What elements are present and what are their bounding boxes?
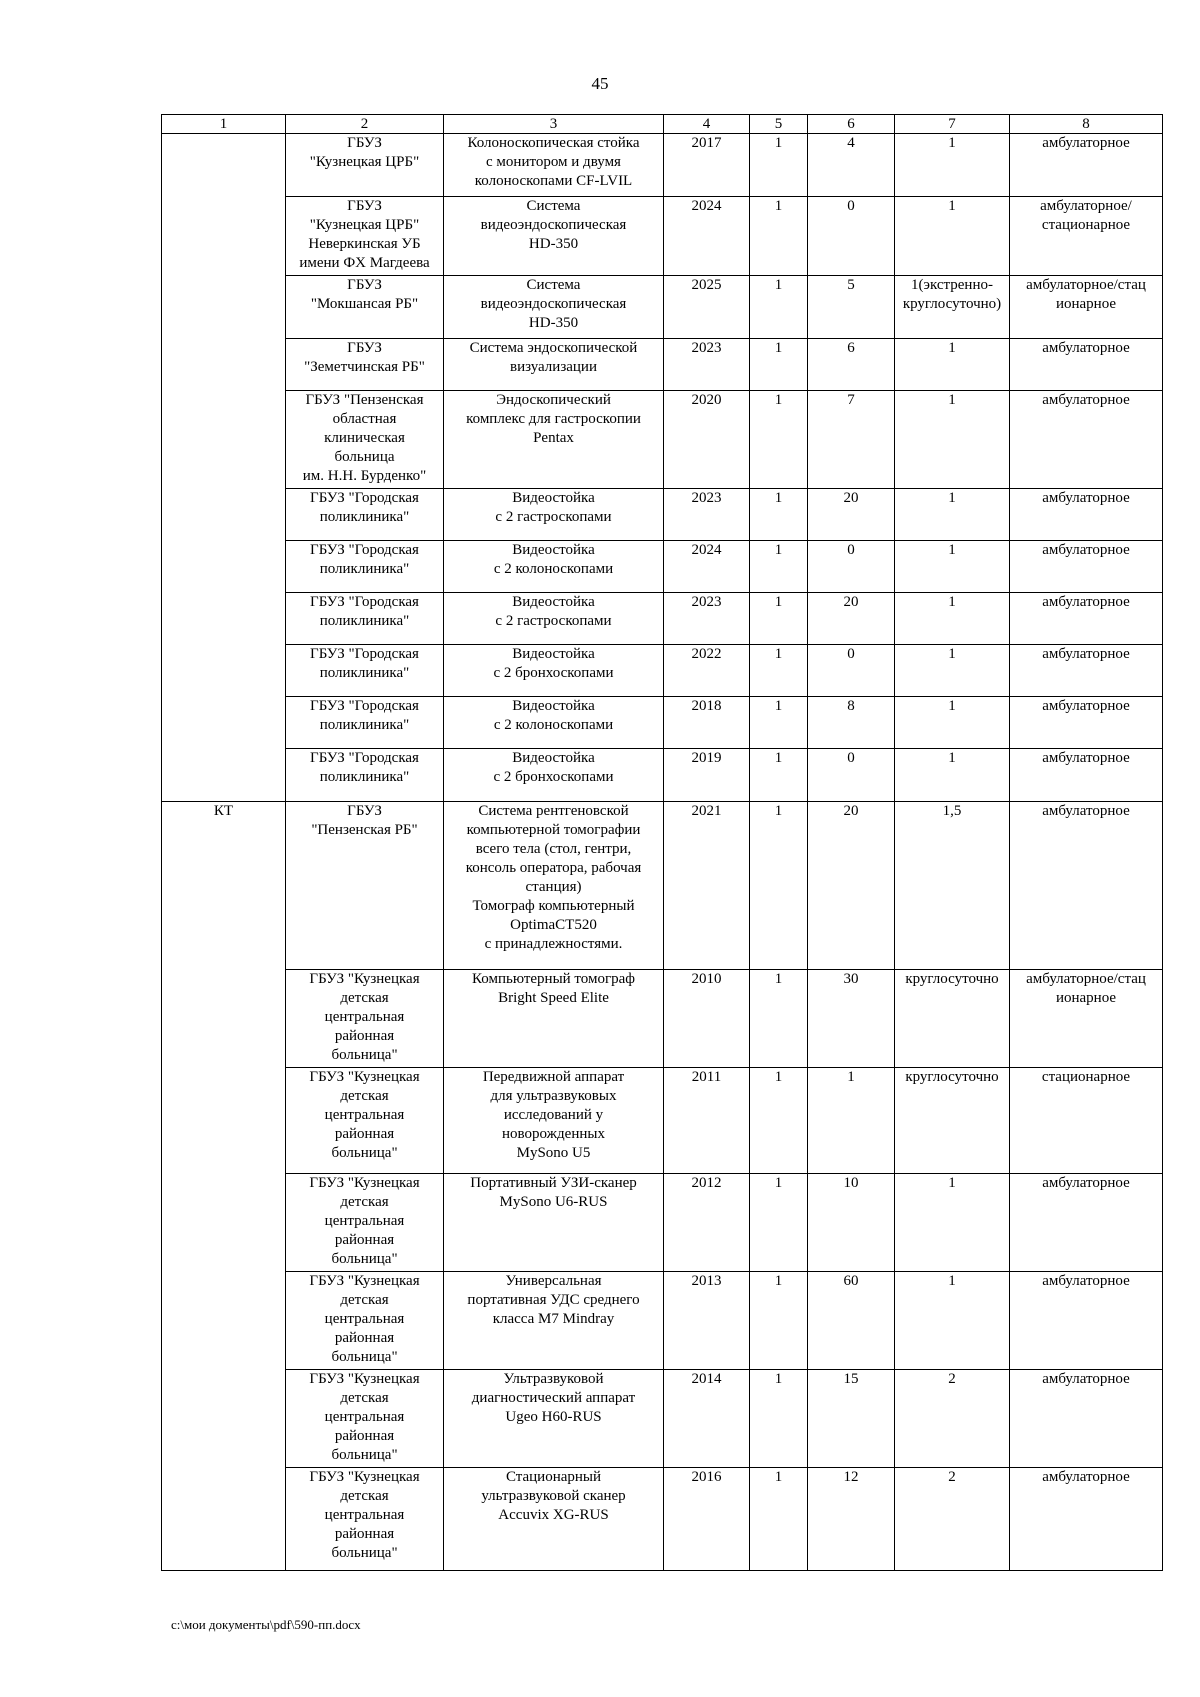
column-header: 5 xyxy=(750,115,808,134)
col7-cell: 1 xyxy=(895,339,1010,391)
col7-cell: 1 xyxy=(895,489,1010,541)
organization-cell: ГБУЗ "Кузнецкая детская центральная районная больница" xyxy=(286,1370,444,1468)
table-row xyxy=(162,339,1163,391)
col6-cell: 0 xyxy=(808,645,895,697)
equipment-cell: Колоноскопическая стойка с монитором и двумя колоноскопами CF-LVIL xyxy=(444,134,664,197)
organization-cell: ГБУЗ "Кузнецкая детская центральная районная больница" xyxy=(286,1068,444,1174)
col6-cell: 0 xyxy=(808,197,895,276)
col8-cell: амбулаторное xyxy=(1010,1468,1163,1571)
year-cell: 2023 xyxy=(664,489,750,541)
col5-cell: 1 xyxy=(750,276,808,339)
col7-cell: 1 xyxy=(895,749,1010,802)
page-number: 45 xyxy=(591,74,609,93)
col8-cell: амбулаторное/ стационарное xyxy=(1010,197,1163,276)
col6-cell: 10 xyxy=(808,1174,895,1272)
table-row xyxy=(162,489,1163,541)
col6-cell: 30 xyxy=(808,970,895,1068)
col7-cell: круглосуточно xyxy=(895,970,1010,1068)
year-cell: 2019 xyxy=(664,749,750,802)
col5-cell: 1 xyxy=(750,1068,808,1174)
equipment-cell: Стационарный ультразвуковой сканер Accuvix XG-RUS xyxy=(444,1468,664,1571)
col6-cell: 20 xyxy=(808,593,895,645)
table-row xyxy=(162,593,1163,645)
year-cell: 2024 xyxy=(664,197,750,276)
table-header-row xyxy=(162,115,1163,134)
organization-cell: ГБУЗ "Городская поликлиника" xyxy=(286,489,444,541)
year-cell: 2010 xyxy=(664,970,750,1068)
col5-cell: 1 xyxy=(750,391,808,489)
equipment-cell: Видеостойка с 2 бронхоскопами xyxy=(444,645,664,697)
col5-cell: 1 xyxy=(750,802,808,970)
table-row xyxy=(162,1272,1163,1370)
col8-cell: амбулаторное xyxy=(1010,645,1163,697)
organization-cell: ГБУЗ "Земетчинская РБ" xyxy=(286,339,444,391)
year-cell: 2017 xyxy=(664,134,750,197)
col6-cell: 12 xyxy=(808,1468,895,1571)
organization-cell: ГБУЗ "Кузнецкая детская центральная районная больница" xyxy=(286,1468,444,1571)
table-row xyxy=(162,541,1163,593)
column-header: 8 xyxy=(1010,115,1163,134)
year-cell: 2013 xyxy=(664,1272,750,1370)
equipment-cell: Ультразвуковой диагностический аппарат Ugeo H60-RUS xyxy=(444,1370,664,1468)
col7-cell: 1 xyxy=(895,541,1010,593)
equipment-cell: Видеостойка с 2 колоноскопами xyxy=(444,697,664,749)
column-header: 6 xyxy=(808,115,895,134)
col6-cell: 6 xyxy=(808,339,895,391)
col8-cell: амбулаторное xyxy=(1010,1370,1163,1468)
year-cell: 2011 xyxy=(664,1068,750,1174)
organization-cell: ГБУЗ "Кузнецкая детская центральная районная больница" xyxy=(286,1174,444,1272)
col8-cell: амбулаторное/стац ионарное xyxy=(1010,276,1163,339)
equipment-table xyxy=(161,114,1163,1571)
col5-cell: 1 xyxy=(750,697,808,749)
col6-cell: 0 xyxy=(808,541,895,593)
table-row xyxy=(162,1068,1163,1174)
col8-cell: амбулаторное xyxy=(1010,391,1163,489)
year-cell: 2014 xyxy=(664,1370,750,1468)
table-row xyxy=(162,749,1163,802)
organization-cell: ГБУЗ "Городская поликлиника" xyxy=(286,593,444,645)
organization-cell: ГБУЗ "Городская поликлиника" xyxy=(286,645,444,697)
col5-cell: 1 xyxy=(750,541,808,593)
equipment-cell: Система видеоэндоскопическая HD-350 xyxy=(444,276,664,339)
col8-cell: амбулаторное xyxy=(1010,489,1163,541)
col7-cell: 1 xyxy=(895,197,1010,276)
col5-cell: 1 xyxy=(750,749,808,802)
year-cell: 2012 xyxy=(664,1174,750,1272)
organization-cell: ГБУЗ "Городская поликлиника" xyxy=(286,749,444,802)
table-row xyxy=(162,1174,1163,1272)
col7-cell: 1 xyxy=(895,1174,1010,1272)
col6-cell: 4 xyxy=(808,134,895,197)
year-cell: 2023 xyxy=(664,593,750,645)
table-row xyxy=(162,276,1163,339)
equipment-cell: Универсальная портативная УДС среднего класса M7 Mindray xyxy=(444,1272,664,1370)
organization-cell: ГБУЗ "Мокшансая РБ" xyxy=(286,276,444,339)
footer-file-path: c:\мои документы\pdf\590-пп.docx xyxy=(171,1617,361,1632)
col8-cell: стационарное xyxy=(1010,1068,1163,1174)
organization-cell: ГБУЗ "Городская поликлиника" xyxy=(286,697,444,749)
equipment-cell: Видеостойка с 2 колоноскопами xyxy=(444,541,664,593)
col7-cell: 1 xyxy=(895,593,1010,645)
equipment-cell: Видеостойка с 2 гастроскопами xyxy=(444,593,664,645)
col5-cell: 1 xyxy=(750,1272,808,1370)
col6-cell: 7 xyxy=(808,391,895,489)
year-cell: 2018 xyxy=(664,697,750,749)
col5-cell: 1 xyxy=(750,489,808,541)
col7-cell: 1 xyxy=(895,134,1010,197)
equipment-cell: Эндоскопический комплекс для гастроскопии Pentax xyxy=(444,391,664,489)
col5-cell: 1 xyxy=(750,197,808,276)
year-cell: 2021 xyxy=(664,802,750,970)
table-row xyxy=(162,645,1163,697)
column-header: 2 xyxy=(286,115,444,134)
table-row xyxy=(162,697,1163,749)
col7-cell: 1 xyxy=(895,391,1010,489)
equipment-cell: Система видеоэндоскопическая HD-350 xyxy=(444,197,664,276)
table-row xyxy=(162,1468,1163,1571)
col8-cell: амбулаторное xyxy=(1010,134,1163,197)
equipment-cell: Компьютерный томограф Bright Speed Elite xyxy=(444,970,664,1068)
table-row xyxy=(162,802,1163,970)
table-row xyxy=(162,970,1163,1068)
col6-cell: 1 xyxy=(808,1068,895,1174)
table-row xyxy=(162,197,1163,276)
col7-cell: 1(экстренно- круглосуточно) xyxy=(895,276,1010,339)
col8-cell: амбулаторное xyxy=(1010,1272,1163,1370)
table-row xyxy=(162,134,1163,197)
col7-cell: круглосуточно xyxy=(895,1068,1010,1174)
equipment-cell: Система рентгеновской компьютерной томографии всего тела (стол, гентри, консоль оператора, рабочая станция) Томограф компьютерный OptimaCT520 с принадлежностями. xyxy=(444,802,664,970)
col5-cell: 1 xyxy=(750,1370,808,1468)
col8-cell: амбулаторное xyxy=(1010,1174,1163,1272)
organization-cell: ГБУЗ "Кузнецкая ЦРБ" xyxy=(286,134,444,197)
col5-cell: 1 xyxy=(750,1174,808,1272)
col7-cell: 2 xyxy=(895,1370,1010,1468)
col8-cell: амбулаторное xyxy=(1010,802,1163,970)
col7-cell: 1,5 xyxy=(895,802,1010,970)
col8-cell: амбулаторное xyxy=(1010,541,1163,593)
equipment-cell: Портативный УЗИ-сканер MySono U6-RUS xyxy=(444,1174,664,1272)
col6-cell: 8 xyxy=(808,697,895,749)
col7-cell: 2 xyxy=(895,1468,1010,1571)
col8-cell: амбулаторное/стац ионарное xyxy=(1010,970,1163,1068)
organization-cell: ГБУЗ "Кузнецкая ЦРБ" Неверкинская УБ имени ФХ Магдеева xyxy=(286,197,444,276)
column-header: 7 xyxy=(895,115,1010,134)
table-row xyxy=(162,1370,1163,1468)
col6-cell: 15 xyxy=(808,1370,895,1468)
organization-cell: ГБУЗ "Пензенская областная клиническая больница им. Н.Н. Бурденко" xyxy=(286,391,444,489)
col8-cell: амбулаторное xyxy=(1010,593,1163,645)
col5-cell: 1 xyxy=(750,339,808,391)
equipment-cell: Система эндоскопической визуализации xyxy=(444,339,664,391)
organization-cell: ГБУЗ "Городская поликлиника" xyxy=(286,541,444,593)
year-cell: 2022 xyxy=(664,645,750,697)
col7-cell: 1 xyxy=(895,645,1010,697)
year-cell: 2024 xyxy=(664,541,750,593)
section-label-cell: КТ xyxy=(162,802,286,1571)
year-cell: 2016 xyxy=(664,1468,750,1571)
year-cell: 2020 xyxy=(664,391,750,489)
equipment-cell: Видеостойка с 2 бронхоскопами xyxy=(444,749,664,802)
column-header: 3 xyxy=(444,115,664,134)
column-header: 1 xyxy=(162,115,286,134)
organization-cell: ГБУЗ "Пензенская РБ" xyxy=(286,802,444,970)
col5-cell: 1 xyxy=(750,1468,808,1571)
col6-cell: 20 xyxy=(808,489,895,541)
organization-cell: ГБУЗ "Кузнецкая детская центральная районная больница" xyxy=(286,1272,444,1370)
col8-cell: амбулаторное xyxy=(1010,749,1163,802)
col5-cell: 1 xyxy=(750,593,808,645)
equipment-cell: Видеостойка с 2 гастроскопами xyxy=(444,489,664,541)
col7-cell: 1 xyxy=(895,1272,1010,1370)
table-row xyxy=(162,391,1163,489)
col6-cell: 5 xyxy=(808,276,895,339)
col5-cell: 1 xyxy=(750,970,808,1068)
col5-cell: 1 xyxy=(750,645,808,697)
year-cell: 2023 xyxy=(664,339,750,391)
col8-cell: амбулаторное xyxy=(1010,697,1163,749)
col5-cell: 1 xyxy=(750,134,808,197)
equipment-cell: Передвижной аппарат для ультразвуковых исследований у новорожденных MySono U5 xyxy=(444,1068,664,1174)
col8-cell: амбулаторное xyxy=(1010,339,1163,391)
col6-cell: 60 xyxy=(808,1272,895,1370)
col7-cell: 1 xyxy=(895,697,1010,749)
col6-cell: 20 xyxy=(808,802,895,970)
year-cell: 2025 xyxy=(664,276,750,339)
column-header: 4 xyxy=(664,115,750,134)
col6-cell: 0 xyxy=(808,749,895,802)
organization-cell: ГБУЗ "Кузнецкая детская центральная районная больница" xyxy=(286,970,444,1068)
section-label-cell xyxy=(162,134,286,802)
